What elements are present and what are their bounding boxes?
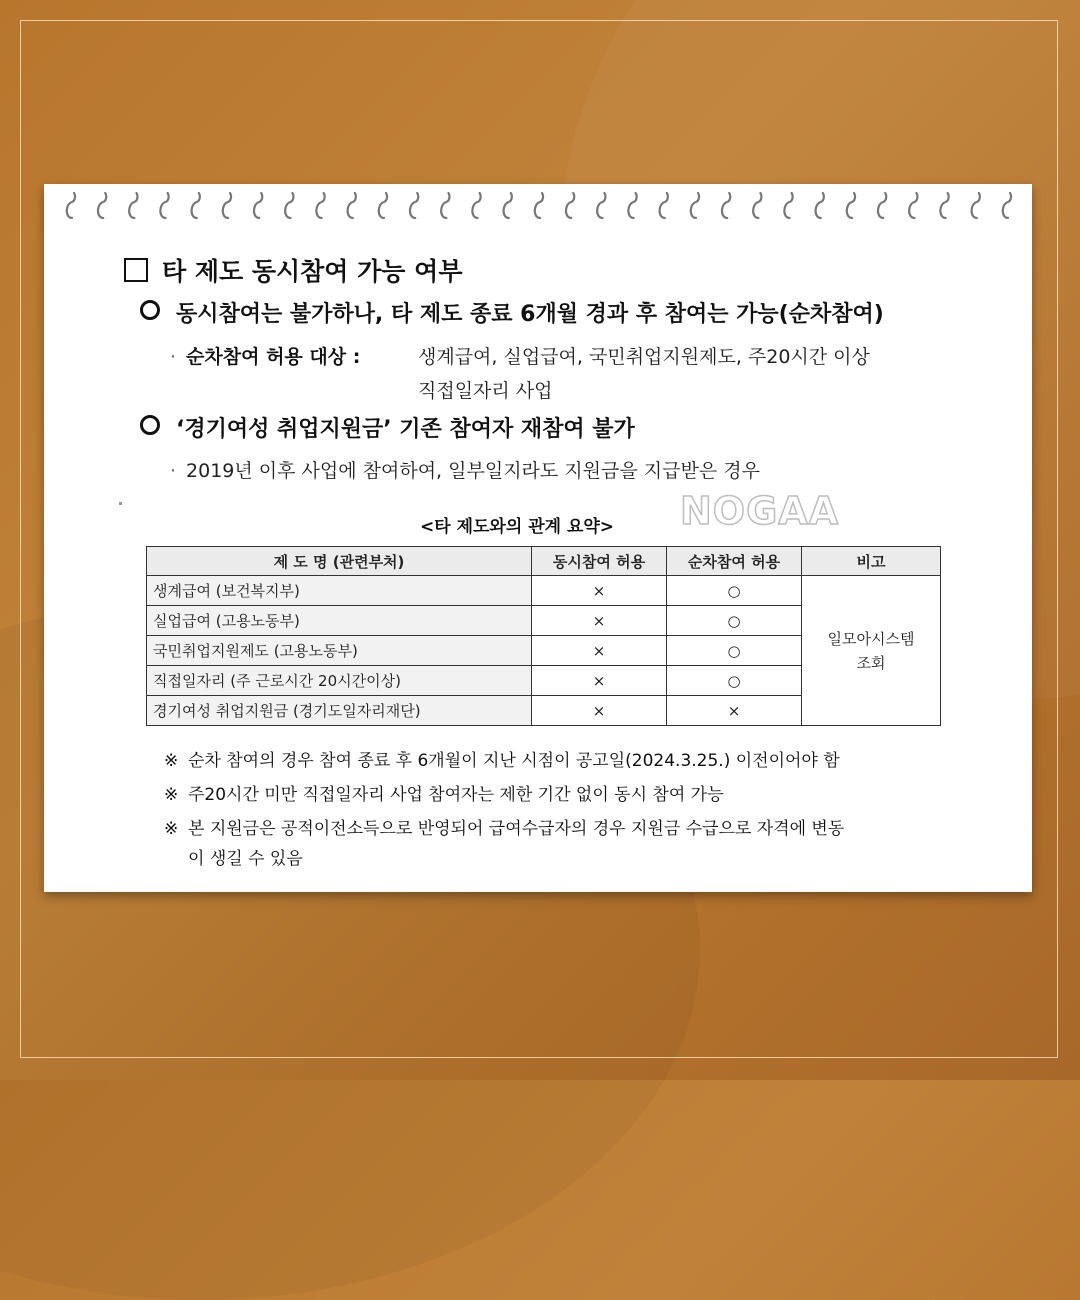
cell-concurrent: × — [532, 636, 667, 666]
ring-icon — [878, 193, 886, 218]
cell-name: 생계급여 (보건복지부) — [147, 576, 532, 606]
bullet-text: 동시참여는 불가하나, 타 제도 종료 6개월 경과 후 참여는 가능(순차참여) — [176, 302, 884, 327]
ring-icon — [160, 193, 168, 218]
reference-mark-icon: ※ — [164, 751, 179, 771]
cell-sequential: ○ — [667, 666, 802, 696]
footnote-3 — [164, 814, 844, 839]
bullet-item-1 — [140, 297, 884, 328]
sub-text: 2019년 이후 사업에 참여하여, 일부일지라도 지원금을 지급받은 경우 — [186, 460, 760, 482]
watermark-logo: NOGAA — [680, 489, 840, 533]
bullet-text: ‘경기여성 취업지원금’ 기존 참여자 재참여 불가 — [176, 417, 635, 442]
ring-icon — [472, 193, 480, 218]
circle-bullet-icon — [140, 415, 160, 435]
footnote-text: 순차 참여의 경우 참여 종료 후 6개월이 지난 시점이 공고일(2024.3.25.) 이전이어야 함 — [188, 751, 840, 771]
cell-sequential: × — [667, 696, 802, 726]
footnote-text: 주20시간 미만 직접일자리 사업 참여자는 제한 기간 없이 동시 참여 가능 — [188, 785, 724, 805]
header-concurrent: 동시참여 허용 — [532, 547, 667, 576]
bullet-item-2 — [140, 412, 635, 443]
ring-icon — [504, 193, 512, 218]
table-title: <타 제도와의 관계 요약> — [420, 517, 615, 537]
reference-mark-icon: ※ — [164, 819, 179, 839]
cell-sequential: ○ — [667, 636, 802, 666]
heading-text: 타 제도 동시참여 가능 여부 — [162, 257, 463, 286]
dot-icon: · — [170, 346, 177, 368]
header-sequential: 순차참여 허용 — [667, 547, 802, 576]
footnote-text: 본 지원금은 공적이전소득으로 반영되어 급여수급자의 경우 지원금 수급으로 자격에 변동 — [188, 819, 845, 839]
ring-icon — [784, 193, 792, 218]
ring-icon — [909, 193, 917, 218]
ring-icon — [129, 193, 137, 218]
note-line-1: 일모아시스템 — [827, 629, 915, 648]
ring-icon — [379, 193, 387, 218]
spiral-binding-icon — [62, 190, 1022, 224]
sub-text-line1: 생계급여, 실업급여, 국민취업지원제도, 주20시간 이상 — [418, 346, 870, 368]
ring-icon — [316, 193, 324, 218]
footnote-3-continued: 이 생길 수 있음 — [188, 849, 303, 869]
ring-icon — [972, 193, 980, 218]
ring-icon — [940, 193, 948, 218]
ring-icon — [597, 193, 605, 218]
ring-icon — [348, 193, 356, 218]
table-row — [147, 576, 941, 606]
ring-icon — [847, 193, 855, 218]
ring-icon — [535, 193, 543, 218]
notepad-card — [44, 184, 1032, 892]
ring-icon — [67, 193, 75, 218]
cell-concurrent: × — [532, 666, 667, 696]
ring-icon — [628, 193, 636, 218]
ring-icon — [1003, 193, 1011, 218]
cell-name: 직접일자리 (주 근로시간 20시간이상) — [147, 666, 532, 696]
table-header-row — [147, 547, 941, 576]
checkbox-square-icon — [124, 258, 148, 282]
cell-concurrent: × — [532, 576, 667, 606]
cell-name: 국민취업지원제도 (고용노동부) — [147, 636, 532, 666]
ring-icon — [98, 193, 106, 218]
ring-icon — [441, 193, 449, 218]
header-note: 비고 — [802, 547, 941, 576]
cell-concurrent: × — [532, 606, 667, 636]
ring-icon — [816, 193, 824, 218]
ring-icon — [410, 193, 418, 218]
sub-item-1 — [170, 342, 360, 369]
cell-name: 경기여성 취업지원금 (경기도일자리재단) — [147, 696, 532, 726]
footnote-1 — [164, 746, 840, 771]
relation-summary-table — [146, 546, 941, 726]
ring-icon — [254, 193, 262, 218]
cell-concurrent: × — [532, 696, 667, 726]
ring-icon — [566, 193, 574, 218]
ring-icon — [192, 193, 200, 218]
header-system-name: 제 도 명 (관련부처) — [147, 547, 532, 576]
section-heading — [124, 252, 462, 288]
sub-item-2 — [170, 456, 760, 483]
sub-label: 순차참여 허용 대상 : — [186, 346, 361, 368]
cell-sequential: ○ — [667, 606, 802, 636]
ring-icon — [753, 193, 761, 218]
note-line-2: 조회 — [856, 653, 886, 672]
ring-icon — [691, 193, 699, 218]
sub-text-line2: 직접일자리 사업 — [418, 380, 553, 402]
cell-sequential: ○ — [667, 576, 802, 606]
ring-icon — [223, 193, 231, 218]
stray-dot — [119, 502, 122, 505]
cell-note — [802, 576, 941, 726]
footnote-2 — [164, 780, 724, 805]
ring-icon — [285, 193, 293, 218]
ring-icon — [660, 193, 668, 218]
reference-mark-icon: ※ — [164, 785, 179, 805]
circle-bullet-icon — [140, 300, 160, 320]
dot-icon: · — [170, 460, 177, 482]
ring-icon — [722, 193, 730, 218]
cell-name: 실업급여 (고용노동부) — [147, 606, 532, 636]
